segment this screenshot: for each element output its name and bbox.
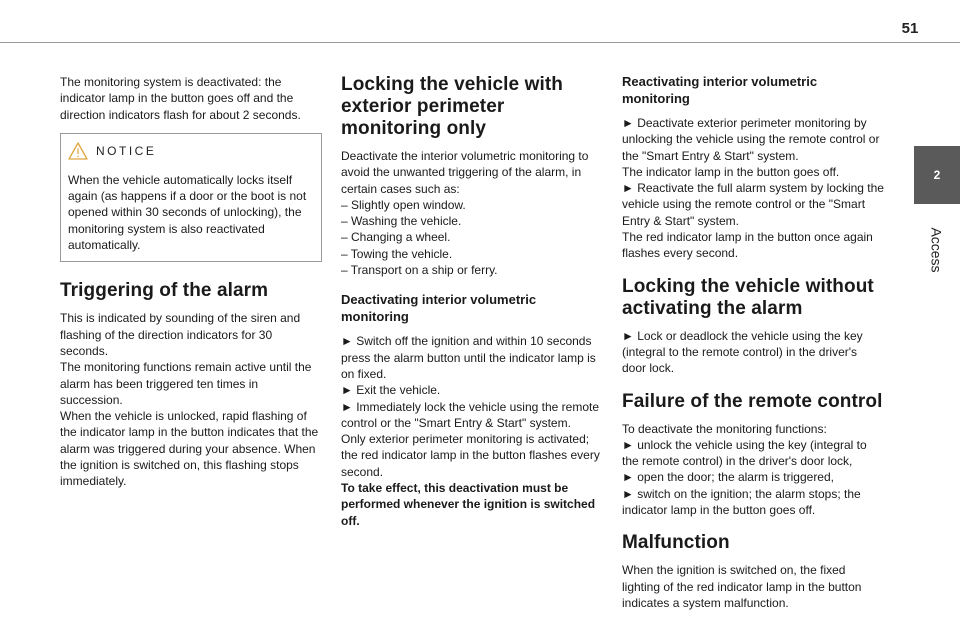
- header-rule: [0, 42, 960, 43]
- column-3: [622, 74, 884, 619]
- remote-failure-step: ► open the door; the alarm is triggered,: [622, 470, 834, 485]
- triggering-heading: Triggering of the alarm: [60, 280, 269, 302]
- remote-failure-heading: Failure of the remote control: [622, 390, 883, 412]
- list-item: – Slightly open window.: [341, 197, 466, 212]
- deactivating-step: ► Switch off the ignition and within 10 seconds press the alarm button until the indicator lamp is on fixed.: [341, 334, 596, 381]
- deactivation-intro: The monitoring system is deactivated: the indicator lamp in the button goes off and the direction indicators flash for about 2 seconds.: [60, 75, 301, 122]
- deactivating-heading: Deactivating interior volumetric monitoring: [341, 292, 537, 324]
- deactivating-step: ► Exit the vehicle.: [341, 383, 441, 398]
- list-item: – Towing the vehicle.: [341, 246, 453, 261]
- deactivating-warning: To take effect, this deactivation must be performed whenever the ignition is switched off.: [341, 481, 596, 528]
- column-1: [60, 74, 322, 498]
- exterior-monitoring-heading: Locking the vehicle with exterior perimeter monitoring only: [341, 74, 563, 139]
- triggering-text-1: This is indicated by sounding of the siren and flashing of the direction indicators for 30 seconds.: [60, 311, 301, 358]
- triggering-text-2: The monitoring functions remain active until the alarm has been triggered ten times in succession.: [60, 360, 312, 407]
- triggering-text-3: When the vehicle is unlocked, rapid flashing of the indicator lamp in the button indicates that the alarm was triggered during your absence. When the ignition is switched on, this flashing stops immediately.: [60, 409, 319, 489]
- page-number: 51: [901, 20, 919, 37]
- remote-failure-step: ► switch on the ignition; the alarm stops; the indicator lamp in the button goes off.: [622, 486, 861, 518]
- malfunction-heading: Malfunction: [622, 532, 730, 554]
- warning-triangle-icon: [68, 142, 88, 160]
- deactivating-result: Only exterior perimeter monitoring is activated; the red indicator lamp in the button flashes every second.: [341, 432, 600, 479]
- chapter-label: [914, 210, 960, 290]
- deactivating-step: ► Immediately lock the vehicle using the remote control or the "Smart Entry & Start" system.: [341, 399, 599, 430]
- reactivating-step-2: ► Reactivate the full alarm system by locking the vehicle using the remote control or the "Smart Entry & Start" system.: [622, 181, 884, 228]
- notice-text: When the vehicle automatically locks itself again (as happens if a door or the boot is not opened within 30 seconds of unlocking), the monitoring system is also reactivated automatically.: [68, 172, 307, 253]
- notice-box: [60, 133, 322, 262]
- without-alarm-step: ► Lock or deadlock the vehicle using the key (integral to the remote control) in the driver's door lock.: [622, 328, 863, 376]
- notice-label: NOTICE: [96, 143, 157, 158]
- without-alarm-heading: Locking the vehicle without activating the alarm: [622, 275, 874, 319]
- column-2: [341, 74, 603, 537]
- list-item: – Changing a wheel.: [341, 230, 451, 245]
- list-item: – Transport on a ship or ferry.: [341, 263, 498, 278]
- reactivating-note-2: The red indicator lamp in the button once again flashes every second.: [622, 230, 873, 261]
- exterior-monitoring-intro: Deactivate the interior volumetric monitoring to avoid the unwanted triggering of the alarm, in certain cases such as:: [341, 149, 589, 196]
- reactivating-heading: Reactivating interior volumetric monitoring: [622, 74, 818, 106]
- remote-failure-step: ► unlock the vehicle using the key (integral to the remote control) in the driver's door lock,: [622, 437, 867, 469]
- chapter-title: Access: [929, 227, 945, 273]
- chapter-tab[interactable]: 2: [914, 146, 960, 204]
- notice-header: [68, 142, 313, 160]
- reactivating-step-1: ► Deactivate exterior perimeter monitoring by unlocking the vehicle using the remote control or the "Smart Entry & Start" system.: [622, 116, 880, 163]
- remote-failure-intro: To deactivate the monitoring functions:: [622, 421, 827, 436]
- list-item: – Washing the vehicle.: [341, 214, 462, 229]
- malfunction-text: When the ignition is switched on, the fixed lighting of the red indicator lamp in the button indicates a system malfunction.: [622, 563, 862, 610]
- reactivating-note-1: The indicator lamp in the button goes off.: [622, 164, 840, 179]
